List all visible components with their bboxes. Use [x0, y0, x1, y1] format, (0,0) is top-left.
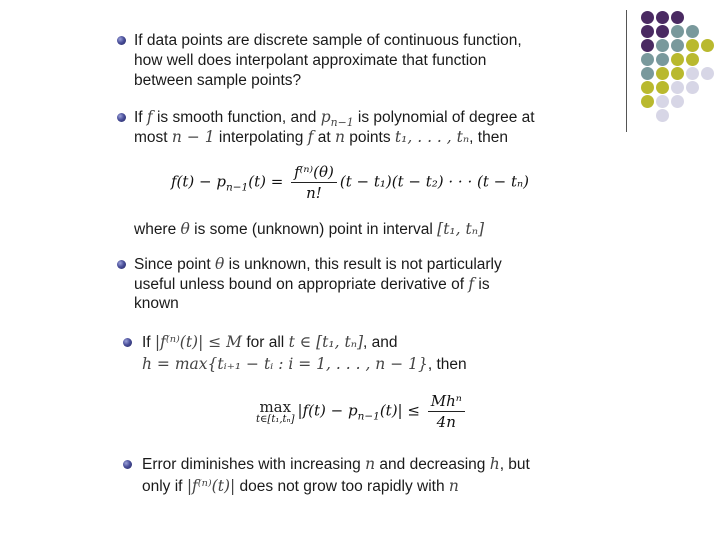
max-operator — [256, 398, 295, 425]
dot-olive — [671, 53, 684, 66]
text: , but — [499, 456, 530, 473]
ineq-denominator: 4n — [436, 413, 456, 431]
bullet-5-line-2 — [142, 476, 459, 497]
math-n: n — [448, 477, 459, 495]
text: does not grow too rapidly with — [235, 478, 449, 495]
math-theta: θ — [180, 220, 190, 238]
dot-olive — [686, 39, 699, 52]
dot-teal — [641, 67, 654, 80]
bullet-icon — [123, 460, 132, 469]
text: , then — [427, 356, 467, 373]
text: is polynomial of degree at — [353, 109, 535, 126]
formula-lhs-end: (t) = — [248, 172, 284, 191]
dot-lavender — [686, 81, 699, 94]
dot-purple — [641, 11, 654, 24]
text: is some (unknown) point in interval — [189, 221, 438, 238]
error-formula — [171, 163, 529, 202]
bullet-1-line-3: between sample points? — [134, 72, 302, 89]
bullet-4-line-1 — [142, 332, 398, 353]
max-label: max — [259, 398, 292, 416]
text: , then — [469, 129, 508, 146]
dot-purple — [671, 11, 684, 24]
text: is unknown, this result is not particularly — [224, 256, 502, 273]
dot-olive — [641, 95, 654, 108]
text: most — [134, 129, 172, 146]
dot-lavender — [686, 67, 699, 80]
text: Error diminishes with increasing — [142, 456, 366, 473]
formula-denominator: n! — [306, 184, 322, 202]
dot-lavender — [656, 95, 669, 108]
formula-lhs: f(t) − p — [171, 172, 226, 191]
math-theta: θ — [215, 255, 225, 273]
math-sub: n−1 — [330, 116, 354, 130]
dot-olive — [641, 81, 654, 94]
bullet-3-line-1 — [134, 254, 502, 275]
dot-olive — [656, 67, 669, 80]
formula-lhs-sub: n−1 — [226, 181, 249, 194]
formula-fraction — [291, 163, 337, 202]
text: points — [344, 129, 395, 146]
dot-teal — [686, 25, 699, 38]
bullet-1-line-1: If data points are discrete sample of continuous function, — [134, 32, 522, 49]
text: If — [134, 109, 147, 126]
dot-purple — [641, 39, 654, 52]
text: for all — [242, 334, 289, 351]
dot-olive — [656, 81, 669, 94]
math-n-minus-1: n − 1 — [171, 128, 215, 146]
math-derivative: |f⁽ⁿ⁾(t)| — [186, 477, 236, 495]
math-t-in-interval: t ∈ [t₁, tₙ] — [288, 333, 364, 351]
dot-olive — [671, 67, 684, 80]
error-bound-formula — [256, 392, 468, 431]
dot-lavender — [671, 95, 684, 108]
dot-teal — [641, 53, 654, 66]
bullet-icon — [117, 113, 126, 122]
math-h: h — [489, 455, 500, 473]
where-line — [134, 219, 484, 240]
max-subscript: t∈[t₁,tₙ] — [256, 414, 295, 425]
dot-purple — [641, 25, 654, 38]
math-points: t₁, . . . , tₙ — [394, 128, 470, 146]
math-f: f — [146, 108, 153, 126]
dot-teal — [656, 39, 669, 52]
bullet-icon — [117, 260, 126, 269]
ineq-fraction — [428, 392, 465, 431]
text: is — [474, 276, 490, 293]
dot-lavender — [671, 81, 684, 94]
bullet-icon — [123, 338, 132, 347]
text: where — [134, 221, 181, 238]
text: at — [313, 129, 335, 146]
dot-lavender — [701, 67, 714, 80]
dot-teal — [671, 39, 684, 52]
ineq-numerator: Mhⁿ — [428, 392, 465, 412]
text: only if — [142, 478, 187, 495]
bullet-5-line-1 — [142, 454, 530, 475]
dot-olive — [701, 39, 714, 52]
text: is smooth function, and — [152, 109, 321, 126]
ineq-lhs: |f(t) − p — [297, 401, 358, 420]
dot-purple — [656, 25, 669, 38]
math-h-definition: h = max{tᵢ₊₁ − tᵢ : i = 1, . . . , n − 1} — [142, 355, 428, 373]
bullet-1-line-2: how well does interpolant approximate that function — [134, 52, 487, 69]
text: useful unless bound on appropriate derivative of — [134, 276, 469, 293]
bullet-icon — [117, 36, 126, 45]
math-bound: |f⁽ⁿ⁾(t)| ≤ M — [154, 333, 243, 351]
math-f: f — [468, 275, 475, 293]
dot-lavender — [656, 109, 669, 122]
bullet-2-line-2 — [134, 127, 508, 148]
bullet-4-line-2 — [142, 354, 467, 375]
dot-olive — [686, 53, 699, 66]
math-f: f — [307, 128, 314, 146]
formula-numerator: f⁽ⁿ⁾(θ) — [291, 163, 337, 183]
dot-purple — [656, 11, 669, 24]
text: If — [142, 334, 155, 351]
formula-rhs: (t − t₁)(t − t₂) · · · (t − tₙ) — [339, 172, 529, 191]
vertical-divider — [626, 10, 627, 132]
math-p: p — [320, 108, 331, 126]
bullet-3-line-2 — [134, 274, 490, 295]
text: , and — [363, 334, 398, 351]
text: interpolating — [214, 129, 308, 146]
ineq-lhs-sub: n−1 — [357, 410, 380, 423]
ineq-lhs-end: (t)| ≤ — [379, 401, 420, 420]
text: Since point — [134, 256, 215, 273]
dot-teal — [671, 25, 684, 38]
bullet-3-line-3: known — [134, 295, 179, 312]
dot-teal — [656, 53, 669, 66]
math-n: n — [334, 128, 345, 146]
math-n: n — [365, 455, 376, 473]
math-interval: [t₁, tₙ] — [437, 220, 485, 238]
text: and decreasing — [375, 456, 490, 473]
